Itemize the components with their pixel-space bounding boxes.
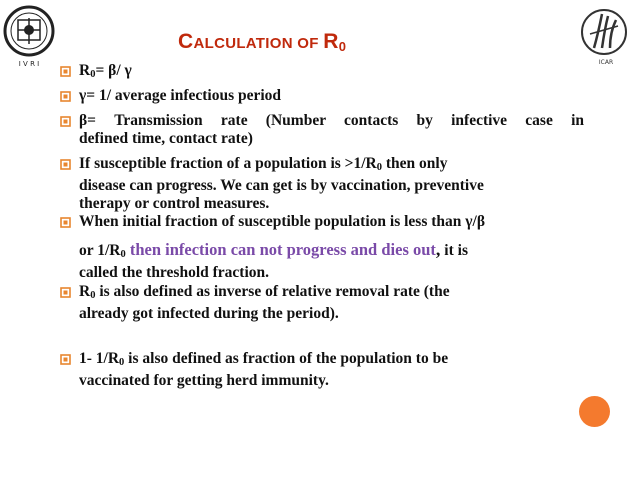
title-r-subscript: 0: [338, 39, 347, 54]
ivri-logo-icon: [2, 4, 56, 72]
logo-right-caption: ICAR: [598, 59, 614, 66]
highlight-text: then infection can not progress and dies out: [125, 240, 436, 259]
title-r: R: [323, 30, 339, 53]
decorative-circle-icon: [579, 396, 610, 427]
logo-left-caption: I V R I: [18, 60, 40, 68]
bullet-icon: [60, 287, 71, 298]
title-prefix-big: C: [178, 30, 194, 53]
title-prefix-small: ALCULATION OF: [193, 35, 324, 52]
slide-title: [178, 30, 346, 54]
slide: I V R I ICAR CALCULATION OF $R_0$ $R_0= \beta/$ γ γ= 1/ average infectious period β= Transmission rate (Number contacts by infective case in defined time, contact rate) If susceptible fraction of a population is $>1/R_0$ then only disease can progress. We can get is by vaccination, preventive therapy or control measures. When initial fraction of susceptible population is less than γ/β or $1/R_0$ then infection can not progress and dies out, it is called the threshold fraction. $R_0$ is also defined as inverse of relative removal rate (the already got infected during the period). 1- $1/R_0$ is also defined as fraction of the population to be vaccinated for getting herd immunity.: [0, 0, 638, 479]
bullet-icon: [60, 159, 71, 170]
bullet-icon: [60, 91, 71, 102]
bullet-icon: [60, 354, 71, 365]
bullet-icon: [60, 217, 71, 228]
icar-logo-icon: [572, 4, 636, 68]
bullet-icon: [60, 116, 71, 127]
bullet-icon: [60, 66, 71, 77]
